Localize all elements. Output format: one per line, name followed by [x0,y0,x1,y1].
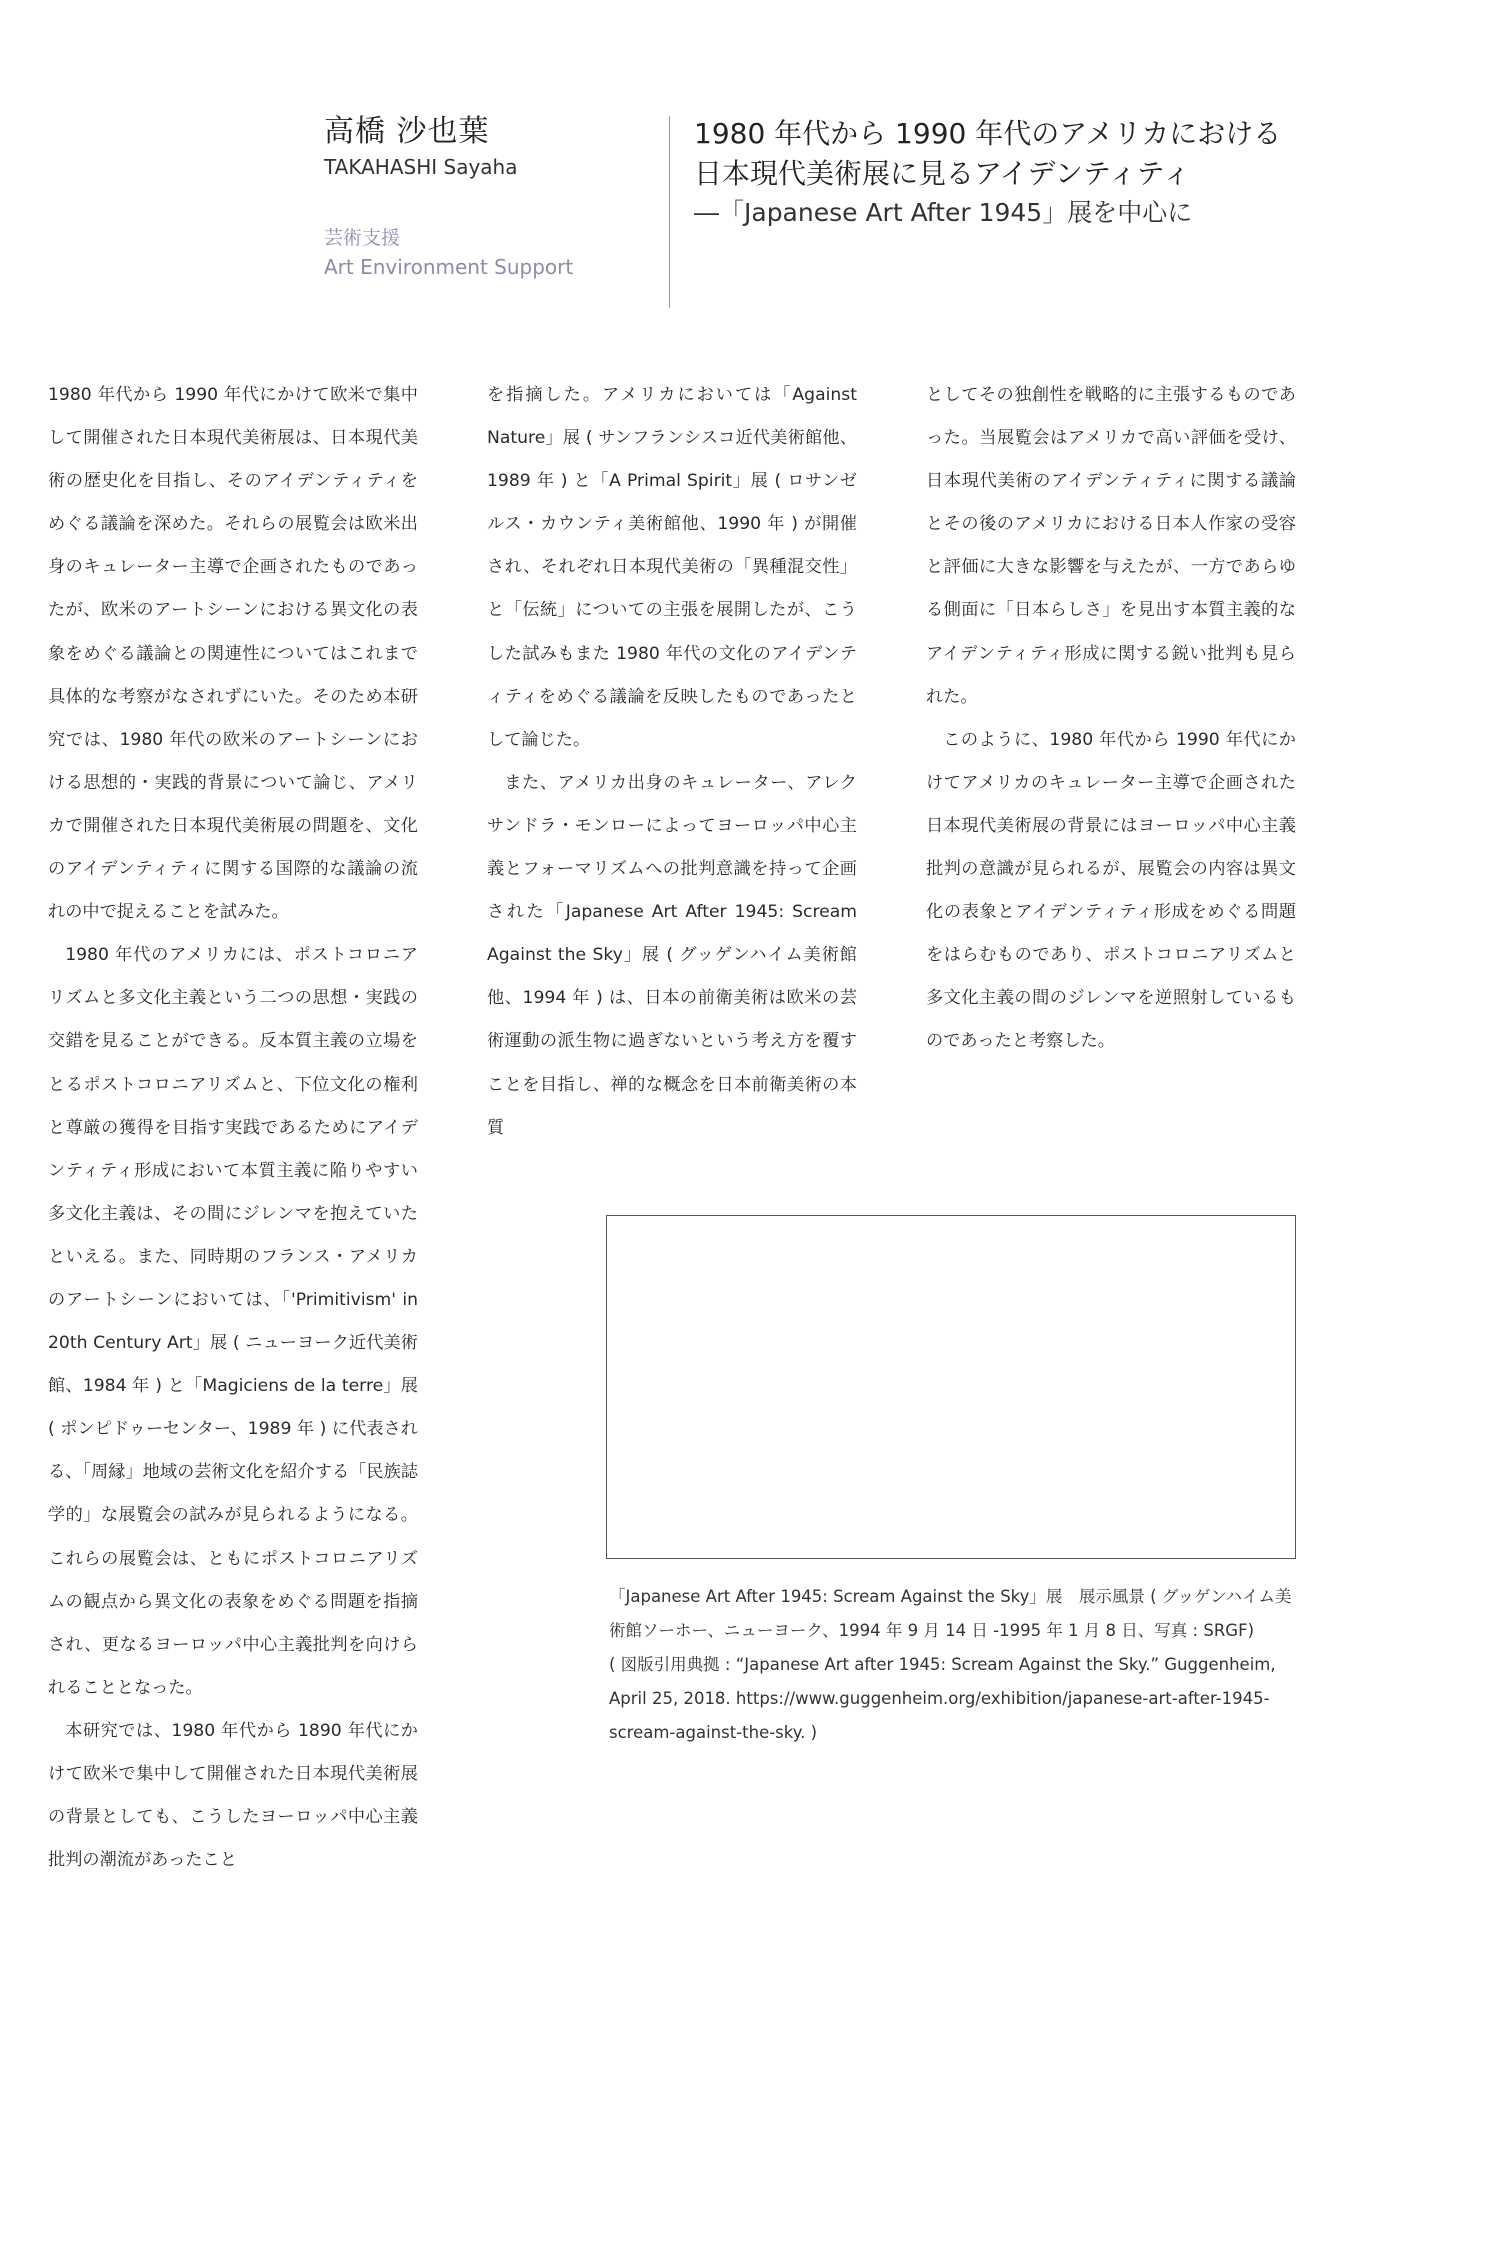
figure-caption [609,1580,1299,1750]
author-name-english: TAKAHASHI Sayaha [324,155,518,179]
department-japanese: 芸術支援 [324,227,401,249]
body-column-1 [48,374,418,1882]
paragraph: 本研究では、1980 年代から 1890 年代にかけて欧米で集中して開催された日本現代美術展の背景としても、こうしたヨーロッパ中心主義批判の潮流があったこと [48,1720,418,1871]
paragraph: このように、1980 年代から 1990 年代にかけてアメリカのキュレーター主導で企画された日本現代美術展の背景にはヨーロッパ中心主義批判の意識が見られるが、展覧会の内容は異文化の表象とアイデンティティ形成をめぐる問題をはらむものであり、ポストコロニアリズムと多文化主義の間のジレンマを逆照射しているものであったと考察した。 [926,729,1296,1052]
title-block [694,114,1281,232]
caption-line: April 25, 2018. https://www.guggenheim.org/exhibition/japanese-art-after-1945- [609,1689,1270,1708]
caption-line: 術館ソーホー、ニューヨーク、1994 年 9 月 14 日 -1995 年 1 月 8 日、写真 : SRGF) [609,1621,1254,1640]
body-column-2 [487,374,857,1150]
title-line: 1980 年代から 1990 年代のアメリカにおける [694,117,1282,150]
paragraph: としてその独創性を戦略的に主張するものであった。当展覧会はアメリカで高い評価を受け、日本現代美術のアイデンティティに関する議論とその後のアメリカにおける日本人作家の受容と評価に大きな影響を与えたが、一方であらゆる側面に「日本らしさ」を見出す本質主義的なアイデンティティ形成に関する鋭い批判も見られた。 [926,385,1296,707]
author-name-japanese: 高橋 沙也葉 [324,114,490,149]
paragraph: 1980 年代から 1990 年代にかけて欧米で集中して開催された日本現代美術展は、日本現代美術の歴史化を目指し、そのアイデンティティをめぐる議論を深めた。それらの展覧会は欧米出身のキュレーター主導で企画されたものであったが、欧米のアートシーンにおける異文化の表象をめぐる議論との関連性についてはこれまで具体的な考察がなされずにいた。そのため本研究では、1980 年代の欧米のアートシーンにおける思想的・実践的背景について論じ、アメリカで開催された日本現代美術展の問題を、文化のアイデンティティに関する国際的な議論の流れの中で捉えることを試みた。 [48,385,418,923]
author-block [324,112,573,282]
caption-line: ( 図版引用典拠 : “Japanese Art after 1945: Scream Against the Sky.” Guggenheim, [609,1655,1276,1674]
title-line: 日本現代美術展に見るアイデンティティ [694,157,1191,190]
paragraph: を指摘した。アメリカにおいては「Against Nature」展 ( サンフランシスコ近代美術館他、1989 年 ) と「A Primal Spirit」展 ( ロサンゼルス・カウンティ美術館他、1990 年 ) が開催され、それぞれ日本現代美術の「異種混交性」と「伝統」についての主張を展開したが、こうした試みもまた 1980 年代の文化のアイデンティティをめぐる議論を反映したものであったとして論じた。 [487,385,857,750]
department-english: Art Environment Support [324,255,574,279]
caption-line: scream-against-the-sky. ) [609,1723,818,1742]
caption-line: 「Japanese Art After 1945: Scream Against the Sky」展 展示風景 ( グッゲンハイム美 [609,1587,1292,1606]
subtitle: ―「Japanese Art After 1945」展を中心に [694,198,1193,227]
paragraph: また、アメリカ出身のキュレーター、アレクサンドラ・モンローによってヨーロッパ中心主義とフォーマリズムへの批判意識を持って企画された「Japanese Art After 1945: Scream Against the Sky」展 ( グッゲンハイム美術館他、1994 年 ) は、日本の前衛美術は欧米の芸術運動の派生物に過ぎないという考え方を覆すことを目指し、禅的な概念を日本前衛美術の本質 [487,772,857,1138]
body-column-3 [926,374,1296,1064]
paragraph: 1980 年代のアメリカには、ポストコロニアリズムと多文化主義という二つの思想・実践の交錯を見ることができる。反本質主義の立場をとるポストコロニアリズムと、下位文化の権利と尊厳の獲得を目指す実践であるためにアイデンティティ形成において本質主義に陥りやすい多文化主義は、その間にジレンマを抱えていたといえる。また、同時期のフランス・アメリカのアートシーンにおいては、「'Primitivism' in 20th Century Art」展 ( ニューヨーク近代美術館、1984 年 ) と「Magiciens de la terre」展 ( ポンピドゥーセンター、1989 年 ) に代表される、「周縁」地域の芸術文化を紹介する「民族誌学的」な展覧会の試みが見られるようになる。これらの展覧会は、ともにポストコロニアリズムの観点から異文化の表象をめぐる問題を指摘され、更なるヨーロッパ中心主義批判を向けられることとなった。 [48,945,418,1698]
figure-image-placeholder [606,1215,1296,1559]
header-divider [669,116,670,308]
